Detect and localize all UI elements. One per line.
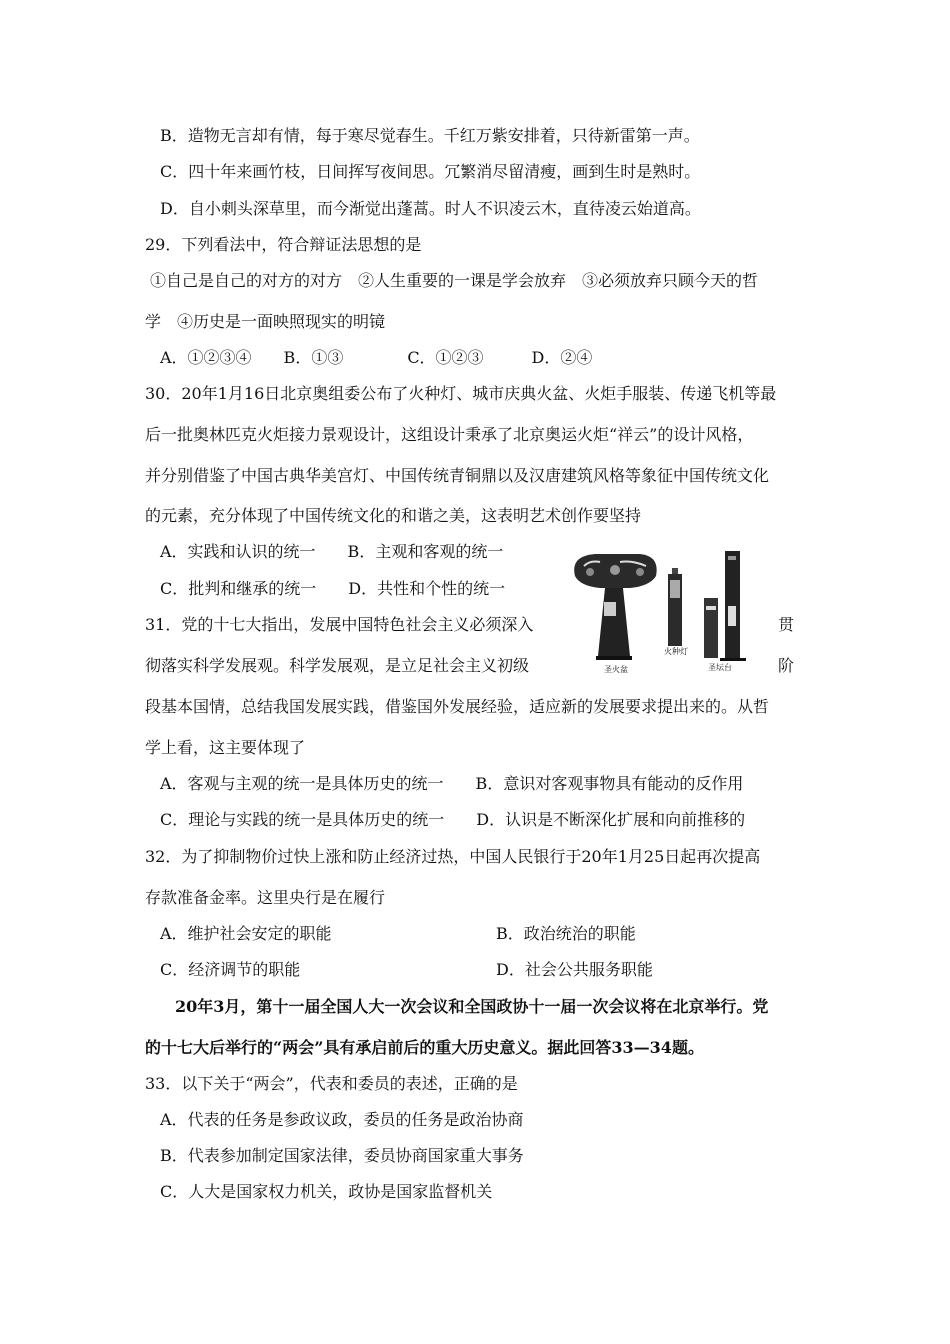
q32-stem-line1: 32．为了抑制物价过快上涨和防止经济过热，中国人民银行于20年1月25日起再次提高 <box>145 847 761 866</box>
q33-option-b: B．代表参加制定国家法律，委员协商国家重大事务 <box>160 1146 524 1165</box>
q30-stem-line1: 30．20年1月16日北京奥组委公布了火种灯、城市庆典火盆、火炬手服装、传递飞机等最 <box>145 384 777 403</box>
q32-option-a: A．维护社会安定的职能 <box>160 924 332 943</box>
q31-options-ab: A．客观与主观的统一是具体历史的统一 B．意识对客观事物具有能动的反作用 <box>160 774 744 793</box>
q30-stem-line3: 并分别借鉴了中国古典华美宫灯、中国传统青铜鼎以及汉唐建筑风格等象征中国传统文化 <box>145 466 770 485</box>
q31-stem-line3: 段基本国情，总结我国发展实践，借鉴国外发展经验，适应新的发展要求提出来的。从哲 <box>145 697 770 716</box>
q31-stem-line2: 彻落实科学发展观。科学发展观，是立足社会主义初级 <box>145 656 530 675</box>
material-intro-line2: 的十七大后举行的“两会”具有承启前后的重大历史意义。据此回答33—34题。 <box>145 1038 704 1057</box>
q31-options-cd: C．理论与实践的统一是具体历史的统一 D．认识是不断深化扩展和向前推移的 <box>160 810 746 829</box>
q32-option-c: C．经济调节的职能 <box>160 960 301 979</box>
fire-basin-label: 圣火盆 <box>604 665 628 674</box>
q31-stem-line4: 学上看，这主要体现了 <box>145 738 306 757</box>
q32-stem-line2: 存款准备金率。这里央行是在履行 <box>145 888 386 907</box>
q29-items-line1: ①自己是自己的对方的对方 ②人生重要的一课是学会放弃 ③必须放弃只顾今天的哲 <box>150 271 759 290</box>
q30-options-cd: C．批判和继承的统一 D．共性和个性的统一 <box>160 579 506 598</box>
q32-option-d: D．社会公共服务职能 <box>496 960 653 979</box>
q28-option-c: C．四十年来画竹枝，日间挥写夜间思。冗繁消尽留清瘦，画到生时是熟时。 <box>160 162 701 181</box>
q33-option-a: A．代表的任务是参政议政，委员的任务是政治协商 <box>160 1110 524 1129</box>
q32-option-b: B．政治统治的职能 <box>496 924 636 943</box>
q30-options-ab: A．实践和认识的统一 B．主观和客观的统一 <box>160 542 504 561</box>
q33-stem: 33．以下关于“两会”，代表和委员的表述，正确的是 <box>145 1074 518 1093</box>
q31-stem-line1-end: 贯 <box>778 615 795 634</box>
material-intro-line1: 20年3月，第十一届全国人大一次会议和全国政协十一届一次会议将在北京举行。党 <box>175 997 769 1016</box>
q33-option-c: C．人大是国家权力机关，政协是国家监督机关 <box>160 1182 493 1201</box>
altar-illustration <box>704 551 746 661</box>
q31-stem-line1: 31．党的十七大指出，发展中国特色社会主义必须深入 <box>145 615 534 634</box>
q31-stem-line2-end: 阶 <box>778 656 795 675</box>
torch-relay-design-figure <box>560 546 775 676</box>
altar-label: 圣坛台 <box>708 663 732 672</box>
q30-stem-line2: 后一批奥林匹克火炬接力景观设计，这组设计秉承了北京奥运火炬“祥云”的设计风格， <box>145 425 754 444</box>
q29-items-line2: 学 ④历史是一面映照现实的明镜 <box>145 312 386 331</box>
q28-option-d: D．自小刺头深草里，而今渐觉出蓬蒿。时人不识凌云木，直待凌云始道高。 <box>160 199 701 218</box>
q30-stem-line4: 的元素，充分体现了中国传统文化的和谐之美，这表明艺术创作要坚持 <box>145 506 642 525</box>
q28-option-b: B．造物无言却有情，每于寒尽觉春生。千红万紫安排着，只待新雷第一声。 <box>160 126 700 145</box>
q29-options: A．①②③④ B．①③ C．①②③ D．②④ <box>160 348 593 367</box>
q29-stem: 29．下列看法中，符合辩证法思想的是 <box>145 235 422 254</box>
fire-basin-illustration <box>574 554 657 660</box>
kindling-lamp-illustration <box>668 568 682 646</box>
kindling-lamp-label: 火种灯 <box>664 647 688 656</box>
